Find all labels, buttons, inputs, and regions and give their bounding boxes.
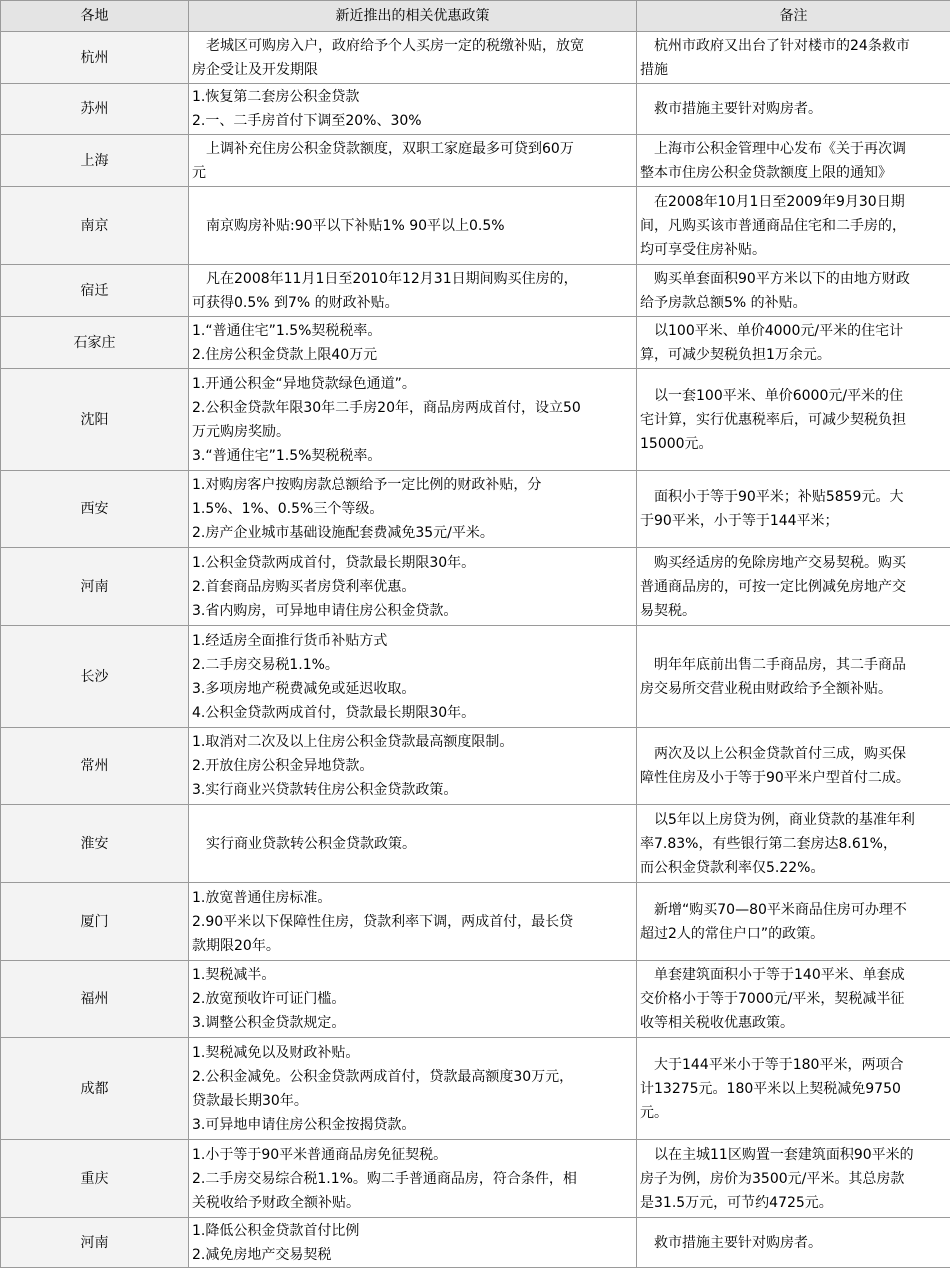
note-line: 新增“购买70—80平米商品住房可办理不: [640, 898, 947, 922]
policy-cell: [189, 805, 637, 883]
note-line: 易契税。: [640, 599, 947, 623]
region-cell: 上海: [1, 135, 189, 187]
policy-cell: [189, 317, 637, 369]
policy-line: 2.二手房交易综合税1.1%。购二手普通商品房，符合条件，相: [192, 1167, 633, 1191]
policy-cell: [189, 883, 637, 961]
note-cell: [637, 1140, 950, 1218]
note-line: 收等相关税收优惠政策。: [640, 1011, 947, 1035]
note-line: 救市措施主要针对购房者。: [640, 1231, 947, 1255]
table-row: [1, 1038, 950, 1140]
policy-cell: [189, 265, 637, 317]
note-line: 单套建筑面积小于等于140平米、单套成: [640, 963, 947, 987]
note-cell: [637, 187, 950, 265]
policy-line: 3.省内购房，可异地申请住房公积金贷款。: [192, 599, 633, 623]
header-note: 备注: [637, 1, 950, 32]
region-cell: 重庆: [1, 1140, 189, 1218]
note-cell: [637, 805, 950, 883]
policy-line: 1.对购房客户按购房款总额给予一定比例的财政补贴，分: [192, 473, 633, 497]
policy-line: 关税收给予财政全额补贴。: [192, 1191, 633, 1215]
policy-line: 4.公积金贷款两成首付，贷款最长期限30年。: [192, 701, 633, 725]
policy-cell: [189, 626, 637, 728]
note-line: 在2008年10月1日至2009年9月30日期: [640, 190, 947, 214]
note-line: 是31.5万元，可节约4725元。: [640, 1191, 947, 1215]
region-cell: 常州: [1, 728, 189, 805]
policy-line: 老城区可购房入户，政府给予个人买房一定的税缴补贴，放宽: [192, 34, 633, 58]
note-line: 普通商品房的，可按一定比例减免房地产交: [640, 575, 947, 599]
policy-cell: [189, 1140, 637, 1218]
region-cell: 苏州: [1, 84, 189, 135]
note-line: 整本市住房公积金贷款额度上限的通知》: [640, 161, 947, 185]
table-row: [1, 84, 950, 135]
note-line: 均可享受住房补贴。: [640, 238, 947, 262]
policy-line: 3.多项房地产税费减免或延迟收取。: [192, 677, 633, 701]
policy-line: 2.一、二手房首付下调至20%、30%: [192, 109, 633, 133]
note-cell: [637, 548, 950, 626]
note-line: 以在主城11区购置一套建筑面积90平米的: [640, 1143, 947, 1167]
policy-line: 贷款最长期30年。: [192, 1089, 633, 1113]
policy-line: 1.公积金贷款两成首付，贷款最长期限30年。: [192, 551, 633, 575]
note-cell: [637, 1038, 950, 1140]
note-line: 15000元。: [640, 432, 947, 456]
policy-line: 3.“普通住宅”1.5%契税税率。: [192, 444, 633, 468]
policy-line: 3.可异地申请住房公积金按揭贷款。: [192, 1113, 633, 1137]
note-line: 措施: [640, 58, 947, 82]
note-cell: [637, 1218, 950, 1268]
table-body: [1, 32, 950, 1268]
note-line: 超过2人的常住户口”的政策。: [640, 922, 947, 946]
policy-line: 2.90平米以下保障性住房，贷款利率下调，两成首付，最长贷: [192, 910, 633, 934]
note-cell: [637, 84, 950, 135]
note-line: 元。: [640, 1101, 947, 1125]
policy-line: 2.公积金减免。公积金贷款两成首付，贷款最高额度30万元，: [192, 1065, 633, 1089]
policy-line: 2.放宽预收许可证门槛。: [192, 987, 633, 1011]
policy-line: 上调补充住房公积金贷款额度，双职工家庭最多可贷到60万: [192, 137, 633, 161]
note-line: 大于144平米小于等于180平米，两项合: [640, 1053, 947, 1077]
table-row: [1, 317, 950, 369]
region-cell: 杭州: [1, 32, 189, 84]
table-row: [1, 728, 950, 805]
note-line: 计13275元。180平米以上契税减免9750: [640, 1077, 947, 1101]
table-row: [1, 32, 950, 84]
policy-line: 款期限20年。: [192, 934, 633, 958]
policy-line: 2.减免房地产交易契税: [192, 1243, 633, 1267]
table-row: [1, 961, 950, 1038]
region-cell: 长沙: [1, 626, 189, 728]
note-cell: [637, 317, 950, 369]
policy-cell: [189, 548, 637, 626]
note-cell: [637, 369, 950, 471]
policy-line: 1.经适房全面推行货币补贴方式: [192, 629, 633, 653]
note-line: 给予房款总额5% 的补贴。: [640, 291, 947, 315]
policy-cell: [189, 84, 637, 135]
note-line: 购买单套面积90平方米以下的由地方财政: [640, 267, 947, 291]
policy-cell: [189, 32, 637, 84]
policy-line: 3.调整公积金贷款规定。: [192, 1011, 633, 1035]
note-cell: [637, 32, 950, 84]
policy-line: 房企受让及开发期限: [192, 58, 633, 82]
note-line: 间，凡购买该市普通商品住宅和二手房的，: [640, 214, 947, 238]
table-row: [1, 548, 950, 626]
region-cell: 淮安: [1, 805, 189, 883]
note-line: 以100平米、单价4000元/平米的住宅计: [640, 319, 947, 343]
note-line: 房子为例，房价为3500元/平米。其总房款: [640, 1167, 947, 1191]
policy-line: 万元购房奖励。: [192, 420, 633, 444]
policy-line: 1.5%、1%、0.5%三个等级。: [192, 497, 633, 521]
note-line: 购买经适房的免除房地产交易契税。购买: [640, 551, 947, 575]
note-cell: [637, 626, 950, 728]
table-row: [1, 265, 950, 317]
policy-line: 1.契税减免以及财政补贴。: [192, 1041, 633, 1065]
region-cell: 西安: [1, 471, 189, 548]
note-cell: [637, 265, 950, 317]
note-line: 率7.83%，有些银行第二套房达8.61%，: [640, 832, 947, 856]
note-line: 上海市公积金管理中心发布《关于再次调: [640, 137, 947, 161]
region-cell: 河南: [1, 1218, 189, 1268]
note-line: 宅计算，实行优惠税率后，可减少契税负担: [640, 408, 947, 432]
table-row: [1, 187, 950, 265]
note-line: 于90平米，小于等于144平米；: [640, 509, 947, 533]
table-row: [1, 1218, 950, 1268]
region-cell: 石家庄: [1, 317, 189, 369]
policy-line: 3.实行商业兴贷款转住房公积金贷款政策。: [192, 778, 633, 802]
table-row: [1, 883, 950, 961]
header-region: 各地: [1, 1, 189, 32]
policy-cell: [189, 1218, 637, 1268]
policy-cell: [189, 728, 637, 805]
region-cell: 成都: [1, 1038, 189, 1140]
policy-line: 2.房产企业城市基础设施配套费减免35元/平米。: [192, 521, 633, 545]
table-row: [1, 626, 950, 728]
note-line: 房交易所交营业税由财政给予全额补贴。: [640, 677, 947, 701]
table-row: [1, 1140, 950, 1218]
region-cell: 福州: [1, 961, 189, 1038]
table-row: [1, 805, 950, 883]
policy-line: 1.恢复第二套房公积金贷款: [192, 85, 633, 109]
note-cell: [637, 728, 950, 805]
policy-line: 2.公积金贷款年限30年二手房20年，商品房两成首付，设立50: [192, 396, 633, 420]
note-line: 以5年以上房贷为例，商业贷款的基准年利: [640, 808, 947, 832]
note-line: 杭州市政府又出台了针对楼市的24条救市: [640, 34, 947, 58]
note-cell: [637, 883, 950, 961]
note-line: 交价格小于等于7000元/平米，契税减半征: [640, 987, 947, 1011]
policy-line: 2.住房公积金贷款上限40万元: [192, 343, 633, 367]
policy-line: 2.二手房交易税1.1%。: [192, 653, 633, 677]
note-line: 明年年底前出售二手商品房，其二手商品: [640, 653, 947, 677]
header-row: [1, 1, 950, 32]
note-line: 以一套100平米、单价6000元/平米的住: [640, 384, 947, 408]
note-cell: [637, 961, 950, 1038]
policy-cell: [189, 1038, 637, 1140]
region-cell: 沈阳: [1, 369, 189, 471]
note-line: 面积小于等于90平米；补贴5859元。大: [640, 485, 947, 509]
policy-line: 南京购房补贴:90平以下补贴1% 90平以上0.5%: [192, 214, 633, 238]
note-line: 救市措施主要针对购房者。: [640, 97, 947, 121]
policy-line: 1.取消对二次及以上住房公积金贷款最高额度限制。: [192, 730, 633, 754]
policy-cell: [189, 471, 637, 548]
region-cell: 河南: [1, 548, 189, 626]
note-cell: [637, 135, 950, 187]
policy-line: 1.“普通住宅”1.5%契税税率。: [192, 319, 633, 343]
policy-cell: [189, 369, 637, 471]
policy-line: 凡在2008年11月1日至2010年12月31日期间购买住房的，: [192, 267, 633, 291]
policy-cell: [189, 961, 637, 1038]
policy-line: 元: [192, 161, 633, 185]
policy-line: 1.降低公积金贷款首付比例: [192, 1219, 633, 1243]
note-line: 两次及以上公积金贷款首付三成，购买保: [640, 742, 947, 766]
region-cell: 厦门: [1, 883, 189, 961]
table-row: [1, 471, 950, 548]
policy-line: 2.首套商品房购买者房贷利率优惠。: [192, 575, 633, 599]
policy-line: 1.小于等于90平米普通商品房免征契税。: [192, 1143, 633, 1167]
table-row: [1, 369, 950, 471]
region-cell: 宿迁: [1, 265, 189, 317]
note-line: 而公积金贷款利率仅5.22%。: [640, 856, 947, 880]
policy-line: 1.契税减半。: [192, 963, 633, 987]
note-cell: [637, 471, 950, 548]
table-row: [1, 135, 950, 187]
policy-cell: [189, 187, 637, 265]
note-line: 算，可减少契税负担1万余元。: [640, 343, 947, 367]
policy-line: 可获得0.5% 到7% 的财政补贴。: [192, 291, 633, 315]
policy-line: 1.放宽普通住房标准。: [192, 886, 633, 910]
note-line: 障性住房及小于等于90平米户型首付二成。: [640, 766, 947, 790]
region-cell: 南京: [1, 187, 189, 265]
policy-line: 2.开放住房公积金异地贷款。: [192, 754, 633, 778]
header-policy: 新近推出的相关优惠政策: [189, 1, 637, 32]
policy-cell: [189, 135, 637, 187]
policy-line: 1.开通公积金“异地贷款绿色通道”。: [192, 372, 633, 396]
policy-line: 实行商业贷款转公积金贷款政策。: [192, 832, 633, 856]
